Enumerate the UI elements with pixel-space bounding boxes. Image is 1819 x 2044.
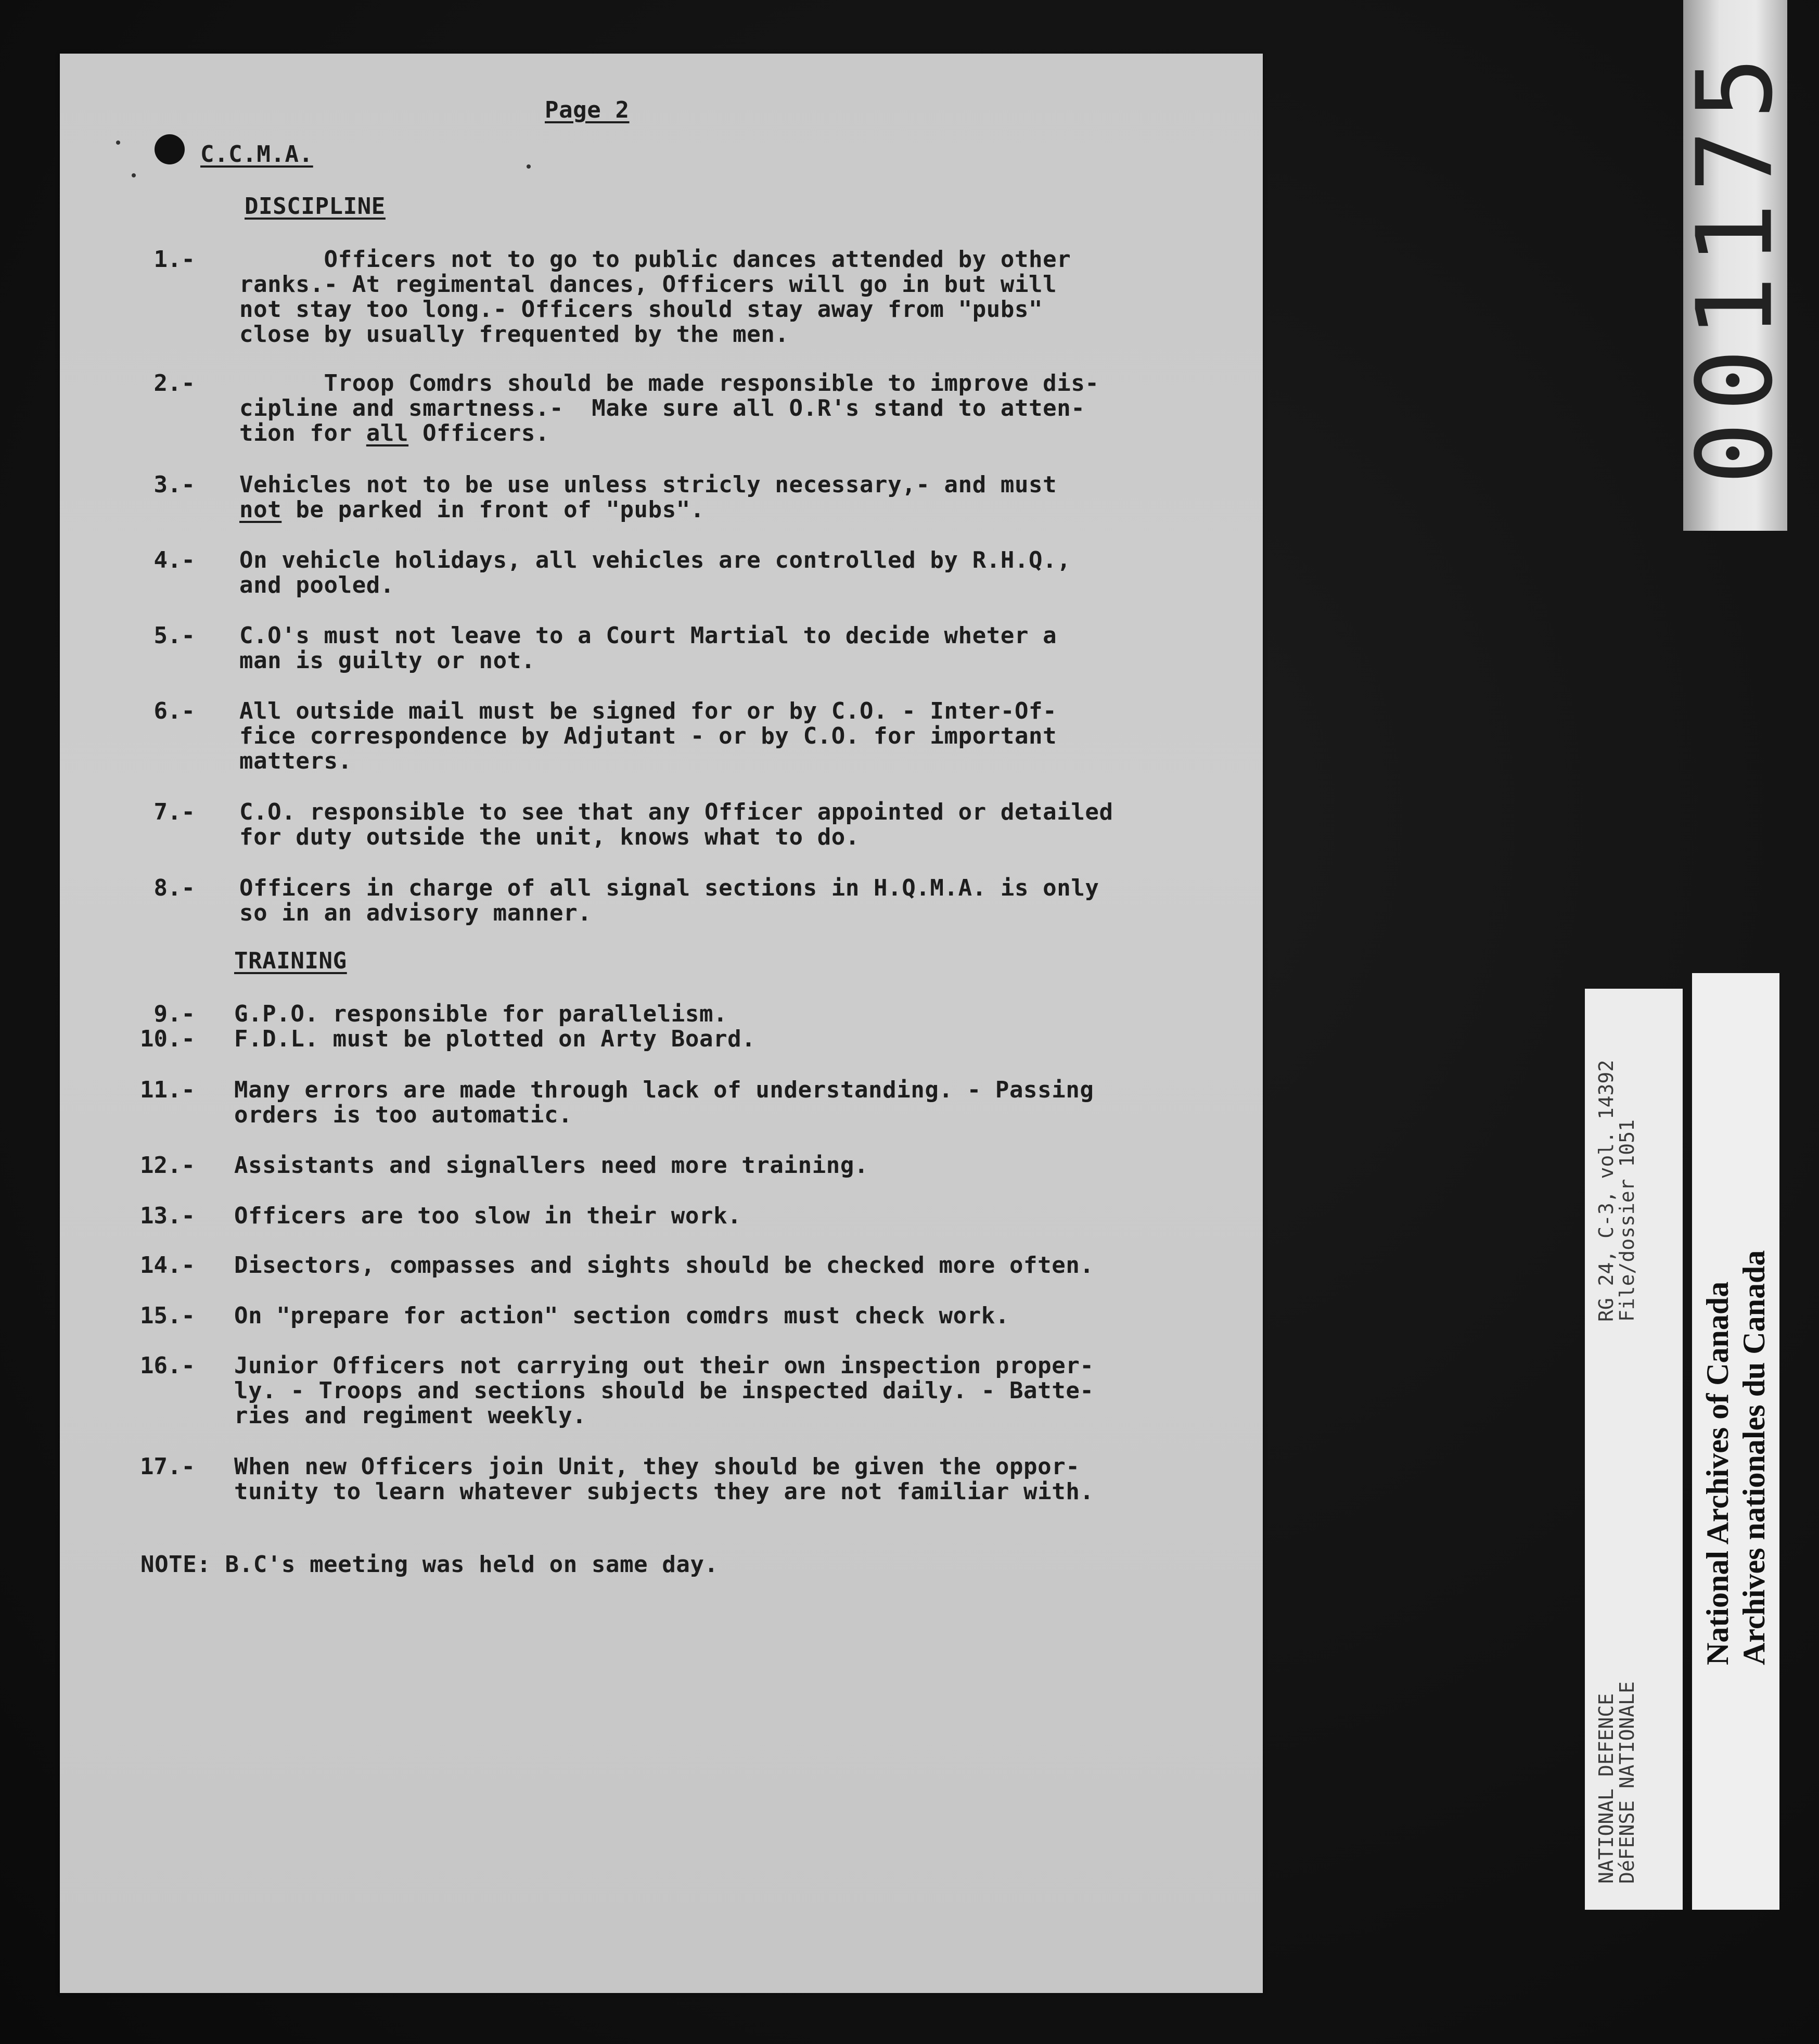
item-number: 9.- <box>153 1001 195 1027</box>
item-line: orders is too automatic. <box>234 1102 573 1128</box>
item-number: 5.- <box>153 622 195 649</box>
item-line: Officers in charge of all signal sections in H.Q.M.A. is only <box>239 875 1099 901</box>
item-number: 3.- <box>153 471 195 498</box>
item-number: 14.- <box>140 1252 195 1279</box>
item-line: When new Officers join Unit, they should be given the oppor- <box>234 1453 1080 1480</box>
item-line: Junior Officers not carrying out their own inspection proper- <box>234 1352 1094 1379</box>
document-heading: C.C.M.A. <box>200 141 313 168</box>
item-line: Troop Comdrs should be made responsible to improve dis- <box>239 370 1099 397</box>
item-line: tunity to learn whatever subjects they are not familiar with. <box>234 1478 1094 1505</box>
item-line: Vehicles not to be use unless stricly necessary,- and must <box>239 471 1057 498</box>
department-line-2: DéFENSE NATIONALE <box>1616 1681 1638 1884</box>
section-title-discipline: DISCIPLINE <box>245 193 386 220</box>
page-label: Page 2 <box>545 97 630 123</box>
reference-line-2: File/dossier 1051 <box>1616 1119 1638 1322</box>
sequence-number-strip <box>1674 0 1796 531</box>
section-title-training: TRAINING <box>234 948 347 974</box>
item-line: C.O's must not leave to a Court Martial to decide wheter a <box>239 622 1057 649</box>
item-line: ranks.- At regimental dances, Officers will go in but will <box>239 271 1057 298</box>
department-line-1: NATIONAL DEFENCE <box>1595 1693 1618 1884</box>
item-line: Officers are too slow in their work. <box>234 1203 742 1229</box>
item-line: G.P.O. responsible for parallelism. <box>234 1001 728 1027</box>
item-line: Disectors, compasses and sights should be checked more often. <box>234 1252 1094 1279</box>
item-line: Officers not to go to public dances attended by other <box>239 246 1071 273</box>
item-line: fice correspondence by Adjutant - or by C.O. for important <box>239 723 1057 749</box>
item-line: ly. - Troops and sections should be inspected daily. - Batte- <box>234 1377 1094 1404</box>
item-line: and pooled. <box>239 572 394 598</box>
item-line: for duty outside the unit, knows what to do. <box>239 824 860 850</box>
item-line: not stay too long.- Officers should stay away from "pubs" <box>239 296 1043 323</box>
item-number: 13.- <box>140 1203 195 1229</box>
item-line: On "prepare for action" section comdrs must check work. <box>234 1302 1009 1329</box>
item-line: cipline and smartness.- Make sure all O.R's stand to atten- <box>239 395 1085 421</box>
item-line: man is guilty or not. <box>239 647 535 674</box>
item-line: Many errors are made through lack of understanding. - Passing <box>234 1077 1094 1103</box>
item-number: 16.- <box>140 1352 195 1379</box>
ink-speck <box>116 140 120 145</box>
item-line: close by usually frequented by the men. <box>239 321 789 348</box>
sequence-number: 001175 <box>1674 46 1796 485</box>
reference-line-1: RG 24, C-3, vol. 14392 <box>1595 1059 1618 1322</box>
archive-reference-label <box>1585 989 1683 1910</box>
item-line: ries and regiment weekly. <box>234 1402 587 1429</box>
item-line: tion for all Officers. <box>239 420 549 446</box>
punch-hole <box>155 134 185 164</box>
item-number: 11.- <box>140 1077 195 1103</box>
national-archives-stamp <box>1692 973 1779 1910</box>
item-line: not be parked in front of "pubs". <box>239 496 704 523</box>
item-number: 4.- <box>153 547 195 573</box>
item-line: F.D.L. must be plotted on Arty Board. <box>234 1026 756 1052</box>
item-line: All outside mail must be signed for or by C.O. - Inter-Of- <box>239 698 1057 724</box>
item-number: 1.- <box>153 246 195 273</box>
ink-speck <box>527 164 531 169</box>
nac-english: National Archives of Canada <box>1700 1281 1735 1665</box>
item-line: so in an advisory manner. <box>239 900 592 926</box>
item-number: 15.- <box>140 1302 195 1329</box>
item-number: 6.- <box>153 698 195 724</box>
item-line: Assistants and signallers need more training. <box>234 1152 869 1179</box>
item-number: 8.- <box>153 875 195 901</box>
typed-page <box>60 54 1263 1993</box>
item-line: On vehicle holidays, all vehicles are controlled by R.H.Q., <box>239 547 1071 573</box>
ink-speck <box>132 173 136 177</box>
item-number: 10.- <box>140 1026 195 1052</box>
note-line: NOTE: B.C's meeting was held on same day. <box>140 1551 719 1578</box>
nac-french: Archives nationales du Canada <box>1737 1250 1771 1665</box>
item-line: C.O. responsible to see that any Officer appointed or detailed <box>239 799 1113 825</box>
item-number: 17.- <box>140 1453 195 1480</box>
item-line: matters. <box>239 748 352 774</box>
item-number: 12.- <box>140 1152 195 1179</box>
item-number: 2.- <box>153 370 195 397</box>
item-number: 7.- <box>153 799 195 825</box>
